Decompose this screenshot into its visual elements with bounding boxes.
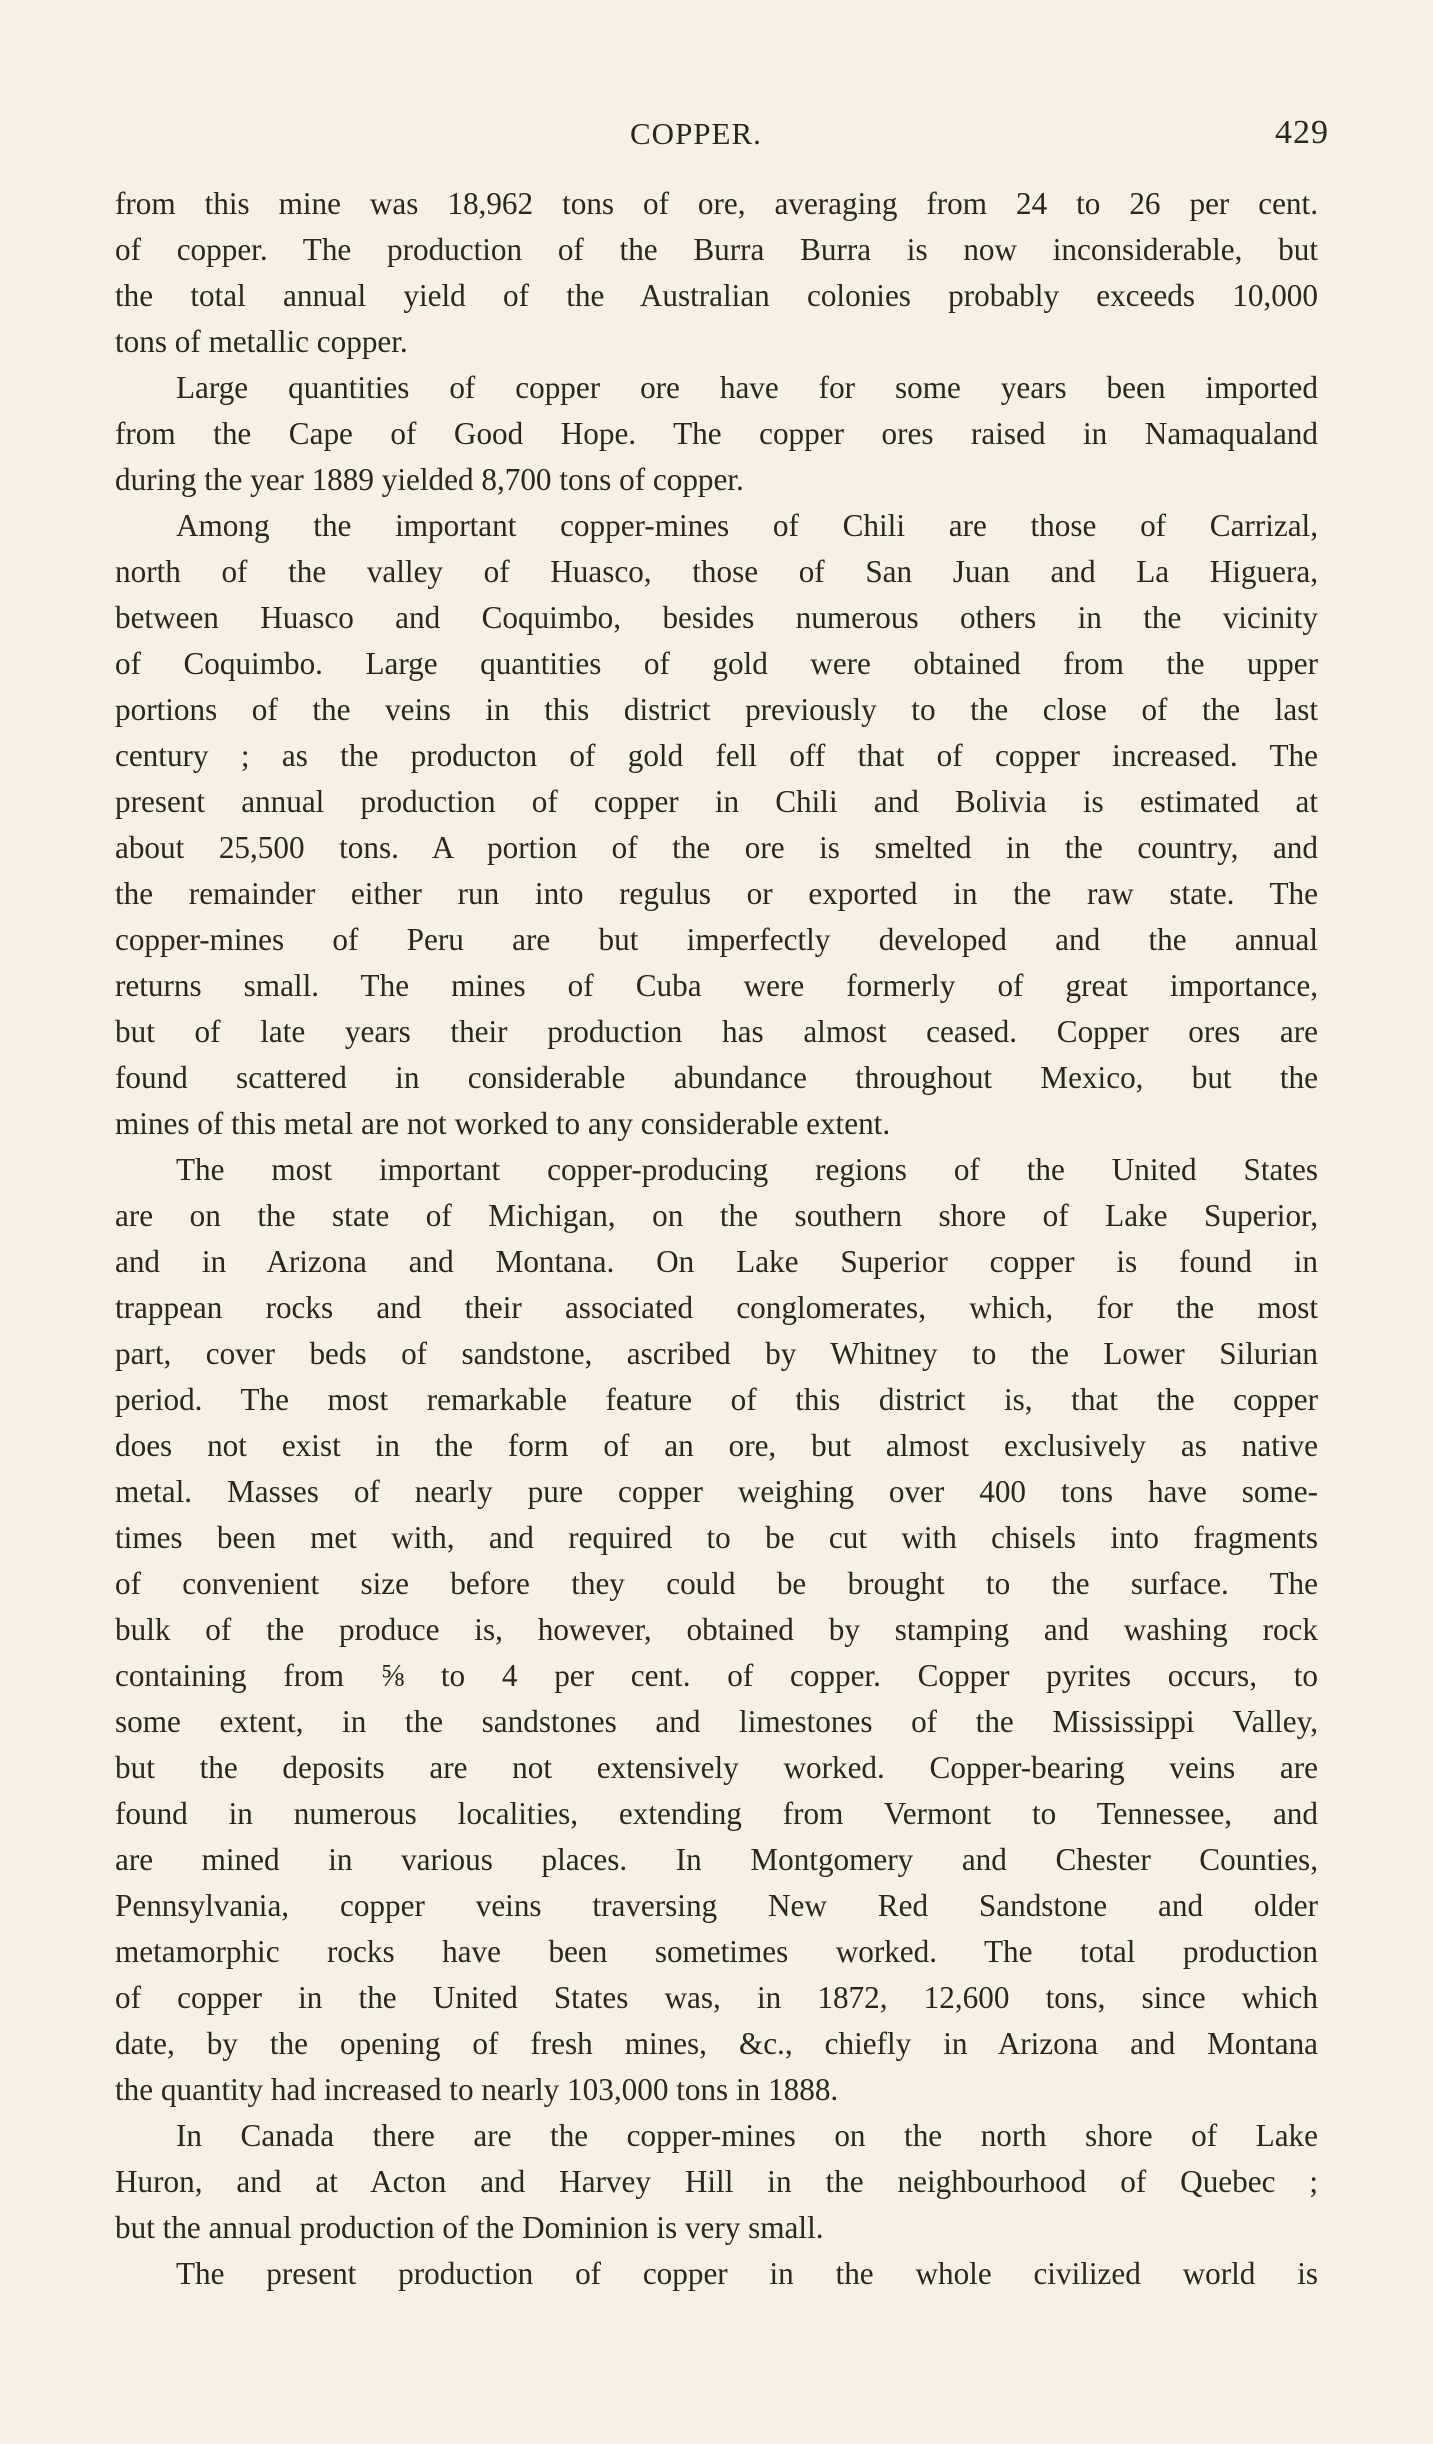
text-line: mines of this metal are not worked to any considerable extent. <box>115 1106 891 1141</box>
text-line: of Coquimbo. Large quantities of gold were obtained from the upper <box>115 646 1318 681</box>
text-line: returns small. The mines of Cuba were formerly of great importance, <box>115 968 1318 1003</box>
text-line: are on the state of Michigan, on the southern shore of Lake Superior, <box>115 1198 1318 1233</box>
text-line: some extent, in the sandstones and limestones of the Mississippi Valley, <box>115 1704 1318 1739</box>
text-line: bulk of the produce is, however, obtained by stamping and washing rock <box>115 1612 1318 1647</box>
text-line: Large quantities of copper ore have for some years been imported <box>176 370 1318 405</box>
text-line: from this mine was 18,962 tons of ore, averaging from 24 to 26 per cent. <box>115 186 1318 221</box>
text-line: during the year 1889 yielded 8,700 tons of copper. <box>115 462 744 497</box>
text-line: but the deposits are not extensively worked. Copper-bearing veins are <box>115 1750 1318 1785</box>
text-line: does not exist in the form of an ore, but almost exclusively as native <box>115 1428 1318 1463</box>
text-line: times been met with, and required to be cut with chisels into fragments <box>115 1520 1318 1555</box>
text-line: found in numerous localities, extending from Vermont to Tennessee, and <box>115 1796 1318 1831</box>
text-line: copper-mines of Peru are but imperfectly developed and the annual <box>115 922 1318 957</box>
text-line: trappean rocks and their associated conglomerates, which, for the most <box>115 1290 1318 1325</box>
text-line: Pennsylvania, copper veins traversing New Red Sandstone and older <box>115 1888 1318 1923</box>
text-line: the total annual yield of the Australian colonies probably exceeds 10,000 <box>115 278 1318 313</box>
text-line: containing from ⅝ to 4 per cent. of copper. Copper pyrites occurs, to <box>115 1658 1318 1693</box>
text-line: metal. Masses of nearly pure copper weighing over 400 tons have some- <box>115 1474 1318 1509</box>
text-line: of copper. The production of the Burra Burra is now inconsiderable, but <box>115 232 1318 267</box>
text-line: of convenient size before they could be brought to the surface. The <box>115 1566 1318 1601</box>
page-number: 429 <box>1275 114 1329 151</box>
text-line: period. The most remarkable feature of this district is, that the copper <box>115 1382 1318 1417</box>
text-line: the quantity had increased to nearly 103,000 tons in 1888. <box>115 2072 839 2107</box>
text-line: Among the important copper-mines of Chili are those of Carrizal, <box>176 508 1318 543</box>
text-line: between Huasco and Coquimbo, besides numerous others in the vicinity <box>115 600 1318 635</box>
running-title: COPPER. <box>630 116 762 151</box>
text-line: portions of the veins in this district previously to the close of the last <box>115 692 1318 727</box>
text-line: The most important copper-producing regions of the United States <box>176 1152 1318 1187</box>
text-line: found scattered in considerable abundance throughout Mexico, but the <box>115 1060 1318 1095</box>
text-line: century ; as the producton of gold fell off that of copper increased. The <box>115 738 1318 773</box>
text-line: and in Arizona and Montana. On Lake Superior copper is found in <box>115 1244 1318 1279</box>
text-line: of copper in the United States was, in 1872, 12,600 tons, since which <box>115 1980 1318 2015</box>
text-line: The present production of copper in the whole civilized world is <box>176 2256 1318 2291</box>
text-line: In Canada there are the copper-mines on the north shore of Lake <box>176 2118 1318 2153</box>
text-line: from the Cape of Good Hope. The copper ores raised in Namaqualand <box>115 416 1318 451</box>
text-line: but the annual production of the Dominion is very small. <box>115 2210 824 2245</box>
text-line: date, by the opening of fresh mines, &c., chiefly in Arizona and Montana <box>115 2026 1318 2061</box>
text-line: tons of metallic copper. <box>115 324 408 359</box>
text-line: present annual production of copper in Chili and Bolivia is estimated at <box>115 784 1318 819</box>
text-line: metamorphic rocks have been sometimes worked. The total production <box>115 1934 1318 1969</box>
text-line: north of the valley of Huasco, those of San Juan and La Higuera, <box>115 554 1318 589</box>
text-line: are mined in various places. In Montgomery and Chester Counties, <box>115 1842 1318 1877</box>
text-line: the remainder either run into regulus or exported in the raw state. The <box>115 876 1318 911</box>
text-line: part, cover beds of sandstone, ascribed by Whitney to the Lower Silurian <box>115 1336 1318 1371</box>
text-line: Huron, and at Acton and Harvey Hill in the neighbourhood of Quebec ; <box>115 2164 1318 2199</box>
text-line: about 25,500 tons. A portion of the ore is smelted in the country, and <box>115 830 1318 865</box>
page-header <box>0 108 1433 158</box>
text-line: but of late years their production has almost ceased. Copper ores are <box>115 1014 1318 1049</box>
